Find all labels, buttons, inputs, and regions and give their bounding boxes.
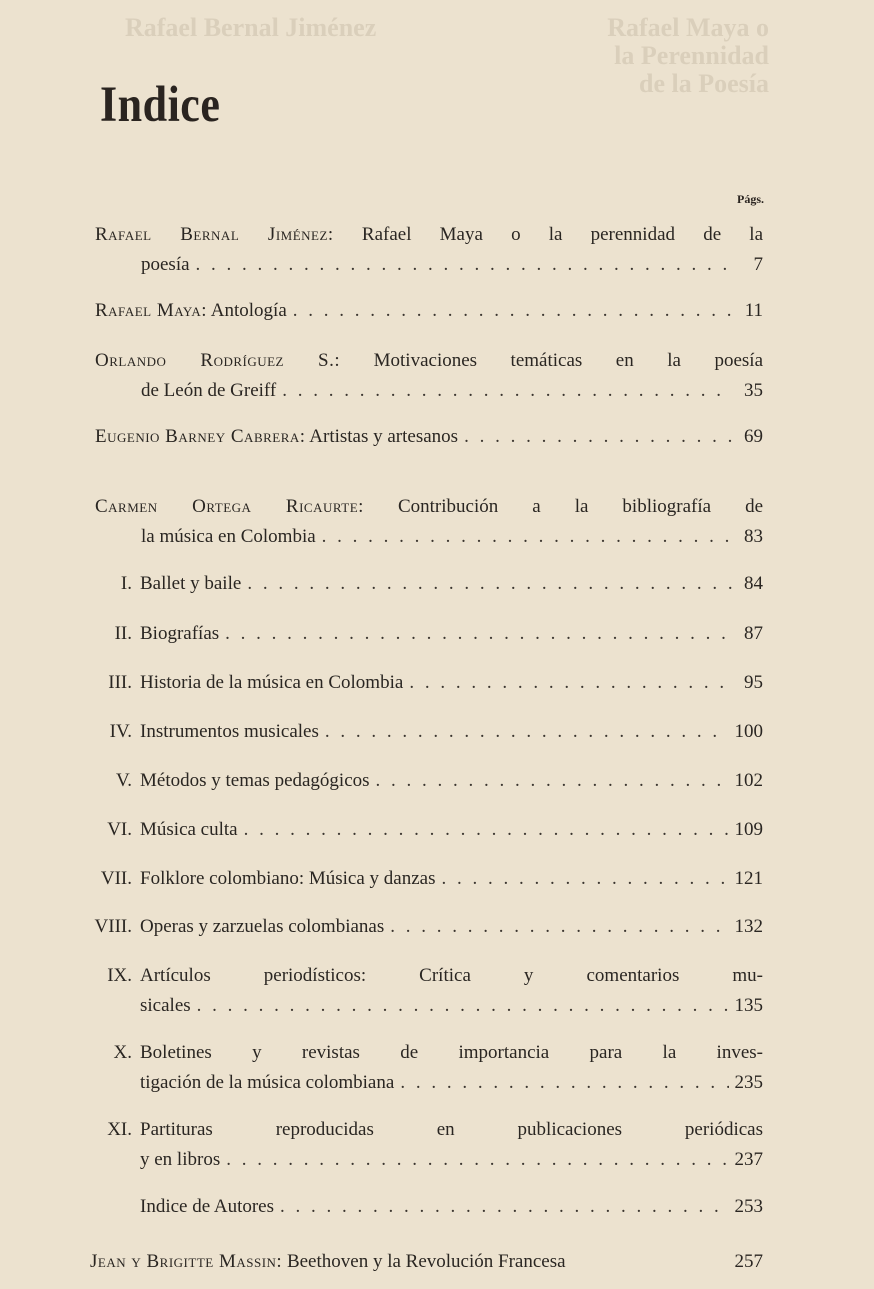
entry-title: Beethoven y la Revolución Francesa xyxy=(286,1251,566,1272)
dot-leader xyxy=(442,864,729,894)
entry-title-continued: poesía xyxy=(141,254,190,275)
dot-leader xyxy=(247,569,733,599)
dot-leader xyxy=(293,296,733,326)
entry-author: Jean y Brigitte Massin: xyxy=(90,1251,283,1272)
entry-title: Rafael Maya o la perennidad de la xyxy=(361,224,764,245)
subsection-title: Folklore colombiano: Música y danzas xyxy=(140,868,436,889)
subsection-page-number: 135 xyxy=(734,995,763,1016)
entry-title: Contribución a la bibliografía de xyxy=(397,496,764,517)
entry-author: Carmen Ortega Ricaurte: xyxy=(95,496,364,517)
toc-subsection[interactable] xyxy=(113,1038,763,1098)
toc-subsection[interactable] xyxy=(109,717,763,747)
toc-entry[interactable] xyxy=(95,220,763,280)
subsection-title: Música culta xyxy=(140,819,238,840)
entry-title: Artistas y artesanos xyxy=(309,426,459,447)
subsection-number: III. xyxy=(108,672,132,693)
entry-page-number: 35 xyxy=(744,380,763,401)
subsection-title: Instrumentos musicales xyxy=(140,721,319,742)
toc-subsection[interactable] xyxy=(115,766,763,796)
toc-entry[interactable] xyxy=(95,296,763,326)
entry-title-continued: la música en Colombia xyxy=(141,526,316,547)
dot-leader xyxy=(197,991,729,1021)
entry-page-number: 7 xyxy=(753,254,763,275)
toc-subsection[interactable] xyxy=(108,668,763,698)
dot-leader xyxy=(225,619,733,649)
toc-subsection[interactable] xyxy=(107,815,763,845)
subsection-number: II. xyxy=(114,623,132,644)
subsection-title: Indice de Autores xyxy=(140,1196,275,1217)
entry-page-number: 257 xyxy=(734,1251,763,1272)
dot-leader xyxy=(409,668,733,698)
subsection-title: Ballet y baile xyxy=(140,573,242,594)
entry-title: Motivaciones temáticas en la poesía xyxy=(373,350,764,371)
dot-leader xyxy=(325,717,729,747)
subsection-number: VII. xyxy=(100,868,132,889)
subsection-title-continued: y en libros xyxy=(140,1149,221,1170)
subsection-number: X. xyxy=(113,1042,132,1063)
subsection-page-number: 121 xyxy=(734,868,763,889)
subsection-number: I. xyxy=(120,573,132,594)
toc-entry[interactable] xyxy=(95,346,763,406)
subsection-page-number: 109 xyxy=(734,819,763,840)
subsection-number: VI. xyxy=(107,819,132,840)
subsection-title: Boletines y revistas de importancia para la inves- xyxy=(140,1042,763,1063)
subsection-page-number: 237 xyxy=(734,1149,763,1170)
subsection-title: Operas y zarzuelas colombianas xyxy=(140,916,385,937)
subsection-title: Biografías xyxy=(140,623,220,644)
subsection-page-number: 102 xyxy=(734,770,763,791)
subsection-page-number: 84 xyxy=(744,573,763,594)
entry-author: Rafael Bernal Jiménez: xyxy=(95,224,334,245)
toc-subsection[interactable] xyxy=(94,912,763,942)
subsection-page-number: 95 xyxy=(744,672,763,693)
toc-entry[interactable] xyxy=(95,422,763,452)
subsection-title-continued: tigación de la música colombiana xyxy=(140,1072,395,1093)
dot-leader xyxy=(322,522,733,552)
entry-page-number: 83 xyxy=(744,526,763,547)
subsection-page-number: 132 xyxy=(734,916,763,937)
toc-subsection[interactable] xyxy=(107,1115,763,1175)
dot-leader xyxy=(390,912,728,942)
toc-entry[interactable] xyxy=(95,492,763,552)
bleed-through-text-right: Rafael Maya o la Perennidad de la Poesía xyxy=(607,13,769,98)
bleed-through-text-left: Rafael Bernal Jiménez xyxy=(125,13,377,42)
dot-leader xyxy=(282,376,733,406)
subsection-title-continued: sicales xyxy=(140,995,191,1016)
subsection-page-number: 100 xyxy=(734,721,763,742)
entry-page-number: 69 xyxy=(744,426,763,447)
entry-title-continued: de León de Greiff xyxy=(141,380,277,401)
subsection-number: IX. xyxy=(107,965,132,986)
toc-subsection[interactable] xyxy=(100,864,763,894)
subsection-title: Métodos y temas pedagógicos xyxy=(140,770,370,791)
subsection-title: Artículos periodísticos: Crítica y comentarios mu- xyxy=(140,965,763,986)
dot-leader xyxy=(244,815,729,845)
subsection-title: Partituras reproducidas en publicaciones periódicas xyxy=(140,1119,763,1140)
toc-subsection[interactable] xyxy=(107,961,763,1021)
entry-title: Antología xyxy=(210,300,287,321)
toc-subsection[interactable] xyxy=(114,619,763,649)
dot-leader xyxy=(280,1192,728,1222)
subsection-number: VIII. xyxy=(94,916,132,937)
entry-author: Rafael Maya: xyxy=(95,300,208,321)
entry-author: Orlando Rodríguez S.: xyxy=(95,350,341,371)
subsection-title: Historia de la música en Colombia xyxy=(140,672,404,693)
pages-column-label: Págs. xyxy=(737,192,764,206)
subsection-page-number: 253 xyxy=(734,1196,763,1217)
dot-leader xyxy=(376,766,729,796)
subsection-page-number: 235 xyxy=(734,1072,763,1093)
entry-author: Eugenio Barney Cabrera: xyxy=(95,426,306,447)
dot-leader xyxy=(464,422,733,452)
subsection-page-number: 87 xyxy=(744,623,763,644)
subsection-number: IV. xyxy=(109,721,132,742)
page-title: Indice xyxy=(100,76,221,133)
toc-subsection[interactable] xyxy=(140,1192,763,1222)
dot-leader xyxy=(400,1068,728,1098)
subsection-number: XI. xyxy=(107,1119,132,1140)
toc-subsection[interactable] xyxy=(120,569,763,599)
toc-entry[interactable] xyxy=(90,1247,763,1277)
dot-leader xyxy=(196,250,733,280)
subsection-number: V. xyxy=(115,770,132,791)
entry-page-number: 11 xyxy=(744,300,763,321)
dot-leader xyxy=(226,1145,728,1175)
